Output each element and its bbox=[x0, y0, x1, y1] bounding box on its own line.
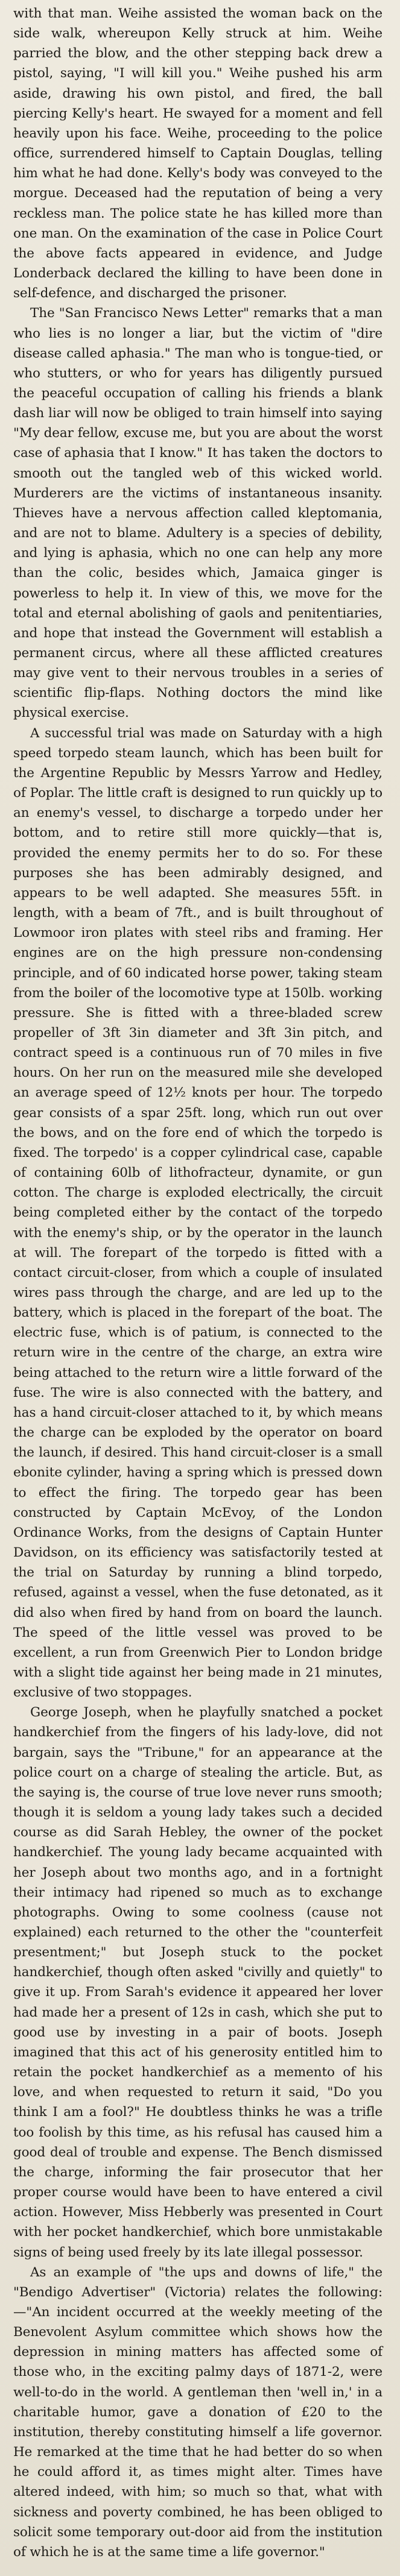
article-ups-and-downs-of-life: As an example of "the ups and downs of life," the "Bendigo Advertiser" (Victoria) relates the following:—"An incident occurred at the weekly meeting of the Benevolent Asylum committee which shows how the depression in mining matters has affected some of those who, in the exciting palmy days of 1871-2, were well-to-do in the world. A gentleman then 'well in,' in a charitable humor, gave a donation of £20 to the institution, thereby constituting himself a life governor. He remarked at the time that he had better do so when he could afford it, as times might alter. Times have altered indeed, with him; so much so that, what with sickness and poverty combined, he has been obliged to solicit some temporary out-door aid from the institution of which he is at the same time a life governor." bbox=[13, 2264, 383, 2560]
article-pocket-handkerchief-case: George Joseph, when he playfully snatched a pocket handkerchief from the fingers of his lady-love, did not bargain, says the "Tribune," for an appearance at the police court on a charge of stealing the article. But, as the saying is, the course of true love never runs smooth; though it is seldom a young lady takes such a decided course as did Sarah Hebley, the owner of the pocket handkerchief. The young lady became acquainted with her Joseph about two months ago, and in a fortnight their intimacy had ripened so much as to exchange photographs. Owing to some coolness (cause not explained) each returned to the other the "counterfeit presentment;" but Joseph stuck to the pocket handkerchief, though often asked "civilly and quietly" to give it up. From Sarah's evidence it appeared her lover had made her a present of 12s in cash, which she put to good use by investing in a pair of boots. Joseph imagined that this act of his generosity entitled him to retain the pocket handkerchief as a memento of his love, and when requested to return it said, "Do you think I am a fool?" He doubtless thinks he was a trifle too foolish by this time, as his refusal has caused him a good deal of trouble and expense. The Bench dismissed the charge, informing the fair prosecutor that her proper course would have been to have entered a civil action. However, Miss Hebberly was presented in Court with her pocket handkerchief, which bore unmistakable signs of being used freely by its late illegal possessor. bbox=[13, 1705, 383, 2260]
article-torpedo-launch-trial: A successful trial was made on Saturday with a high speed torpedo steam launch, which has been built for the Argentine Republic by Messrs Yarrow and Hedley, of Poplar. The little craft is designed to run quickly up to an enemy's vessel, to discharge a torpedo under her bottom, and to retire still more quickly—that is, provided the enemy permits her to do so. For these purposes she has been admirably designed, and appears to be well adapted. She measures 55ft. in length, with a beam of 7ft., and is built throughout of Lowmoor iron plates with steel ribs and framing. Her engines are on the high pressure non-condensing principle, and of 60 indicated horse power, taking steam from the boiler of the locomotive type at 150lb. working pressure. She is fitted with a three-bladed screw propeller of 3ft 3in diameter and 3ft 3in pitch, and contract speed is a continuous run of 70 miles in five hours. On her run on the measured mile she developed an average speed of 12½ knots per hour. The torpedo gear consists of a spar 25ft. long, which run out over the bows, and on the fore end of which the torpedo is fixed. The torpedo' is a copper cylindrical case, capable of containing 60lb of lithofracteur, dynamite, or gun cotton. The charge is exploded electrically, the circuit being completed either by the contact of the torpedo with the enemy's ship, or by the operator in the launch at will. The forepart of the torpedo is fitted with a contact circuit-closer, from which a couple of insulated wires pass through the charge, and are led up to the battery, which is placed in the forepart of the boat. The electric fuse, which is of patium, is connected to the return wire in the centre of the charge, an extra wire being attached to the return wire a little forward of the fuse. The wire is also connected with the battery, and has a hand circuit-closer attached to it, by which means the charge can be exploded by the operator on board the launch, if desired. This hand circuit-closer is a small ebonite cylinder, having a spring which is pressed down to effect the firing. The torpedo gear has been constructed by Captain McEvoy, of the London Ordinance Works, from the designs of Captain Hunter Davidson, on its efficiency was satisfactorily tested at the trial on Saturday by running a blind torpedo, refused, against a vessel, when the fuse detonated, as it did also when fired by hand from on board the launch. The speed of the little vessel was proved to be excellent, a run from Greenwich Pier to London bridge with a slight tide against her being made in 21 minutes, exclusive of two stoppages. bbox=[13, 725, 383, 1701]
newspaper-column bbox=[13, 4, 383, 2562]
article-weihe-kelly-shooting: with that man. Weihe assisted the woman back on the side walk, whereupon Kelly struck at him. Weihe parried the blow, and the other stepping back drew a pistol, saying, "I will kill you." Weihe pushed his arm aside, drawing his own pistol, and fired, the ball piercing Kelly's heart. He swayed for a moment and fell heavily upon his face. Weihe, proceeding to the police office, surrendered himself to Captain Douglas, telling him what he had done. Kelly's body was conveyed to the morgue. Deceased had the reputation of being a very reckless man. The police state he has killed more than one man. On the examination of the case in Police Court the above facts appeared in evidence, and Judge Londerback declared the killing to have been done in self-defence, and discharged the prisoner. bbox=[13, 6, 383, 301]
article-aphasia-news-letter: The "San Francisco News Letter" remarks that a man who lies is no longer a liar, but the victim of "dire disease called aphasia." The man who is tongue-tied, or who stutters, or who for years has diligently pursued the peaceful occupation of calling his friends a blank dash liar will now be obliged to train himself into saying "My dear fellow, excuse me, but you are about the worst case of aphasia that I know." It has taken the doctors to smooth out the tangled web of this wicked world. Murderers are the victims of instantaneous insanity. Thieves have a nervous affection called kleptomania, and are not to blame. Adultery is a species of debility, and lying is aphasia, which no one can help any more than the colic, besides which, Jamaica ginger is powerless to help it. In view of this, we move for the total and eternal abolishing of gaols and penitentiaries, and hope that instead the Government will establish a permanent circus, where all these afflicted creatures may give vent to their nervous troubles in a series of scientific flip-flaps. Nothing doctors the mind like physical exercise. bbox=[13, 306, 383, 721]
